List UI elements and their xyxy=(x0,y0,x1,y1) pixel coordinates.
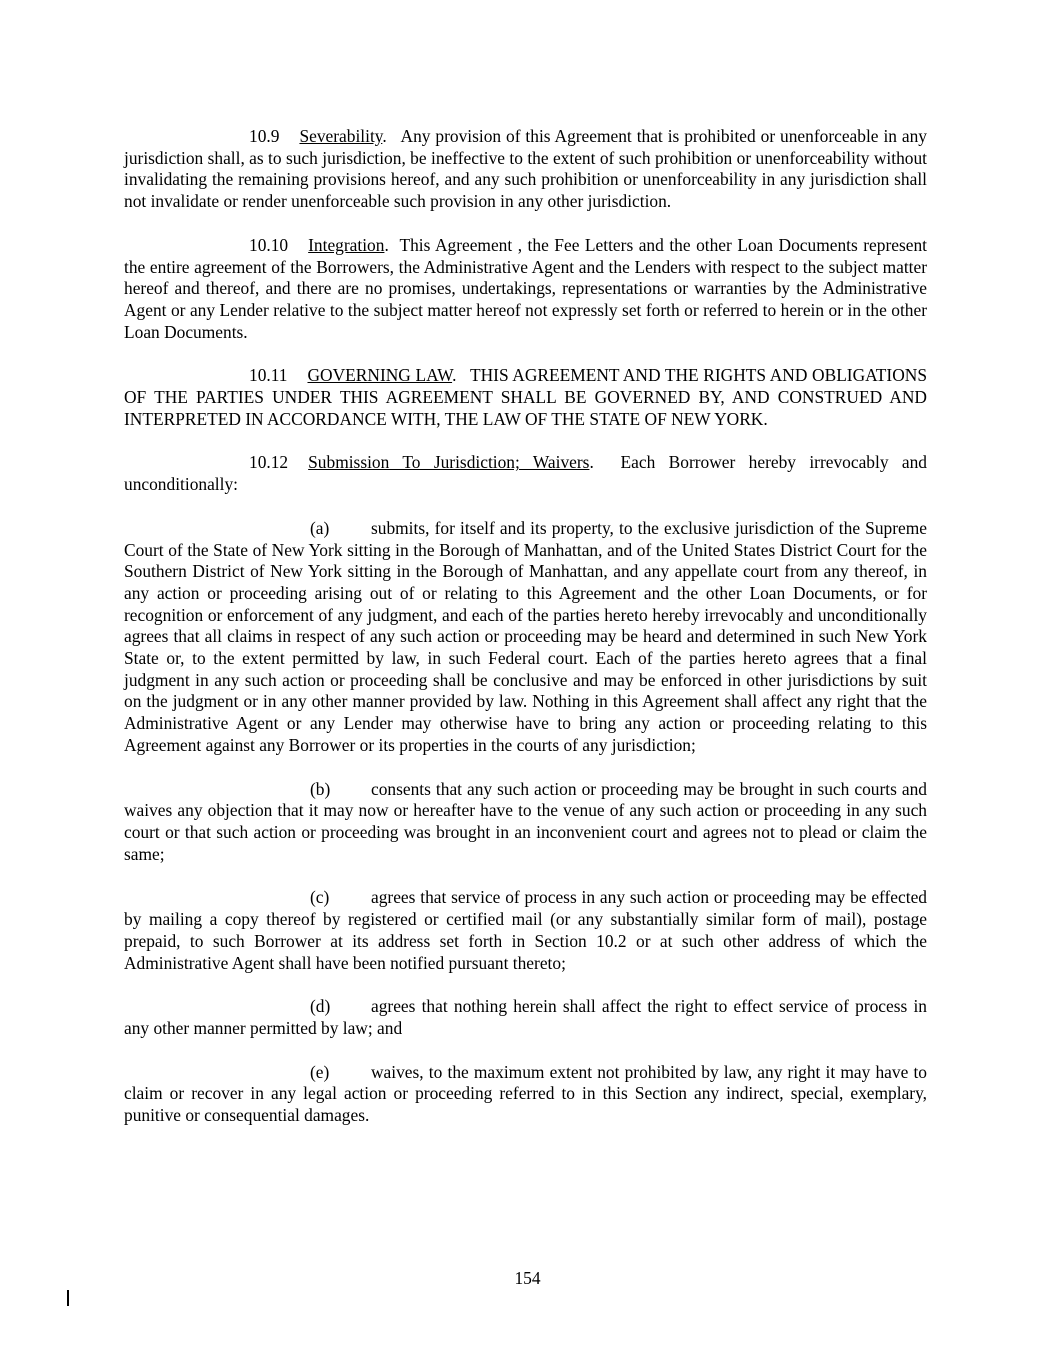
section-10-11: 10.11 GOVERNING LAW. THIS AGREEMENT AND THE RIGHTS AND OBLIGATIONS OF THE PARTIES UNDER THIS AGREEMENT SHALL BE GOVERNED BY, AND CONSTRUED AND INTERPRETED IN ACCORDANCE WITH, THE LAW OF THE STATE OF NEW YORK. xyxy=(124,365,927,429)
section-10-10: 10.10 Integration. This Agreement , the Fee Letters and the other Loan Documents represent the entire agreement of the Borrowers, the Administrative Agent and the Lenders with respect to the subject matter hereof and thereof, and there are no promises, undertakings, representations or warranties by the Administrative Agent or any Lender relative to the subject matter hereof not expressly set forth or referred to herein or in the other Loan Documents. xyxy=(124,234,927,342)
section-body: THIS AGREEMENT AND THE RIGHTS AND OBLIGATIONS OF THE PARTIES UNDER THIS AGREEMENT SHALL BE GOVERNED BY, AND CONSTRUED AND INTERPRETED IN ACCORDANCE WITH, THE LAW OF THE STATE OF NEW YORK. xyxy=(124,365,927,429)
section-body: Any provision of this Agreement that is prohibited or unenforceable in any jurisdiction shall, as to such jurisdiction, be ineffective to the extent of such prohibition or unenforceability without invalidating the remaining provisions hereof, and any such prohibition or unenforceability in any jurisdiction shall not invalidate or render unenforceable such provision in any other jurisdiction. xyxy=(124,126,927,212)
section-heading: Integration xyxy=(308,234,385,255)
clause-a xyxy=(124,518,927,757)
clause-text: agrees that nothing herein shall affect the right to effect service of process in any other manner permitted by law; and xyxy=(124,996,927,1038)
clause-label: (a) xyxy=(310,517,330,538)
section-body: This Agreement , the Fee Letters and the other Loan Documents represent the entire agreement of the Borrowers, the Administrative Agent and the Lenders with respect to the subject matter hereof and thereof, and there are no promises, undertakings, representations or warranties by the Administrative Agent or any Lender relative to the subject matter hereof not expressly set forth or referred to herein or in the other Loan Documents. xyxy=(124,234,927,342)
section-number: 10.12 xyxy=(249,452,289,473)
clause-d xyxy=(124,996,927,1039)
section-10-9: 10.9 Severability. Any provision of this Agreement that is prohibited or unenforceable in any jurisdiction shall, as to such jurisdiction, be ineffective to the extent of such prohibition or unenforceability without invalidating the remaining provisions hereof, and any such prohibition or unenforceability in any jurisdiction shall not invalidate or render unenforceable such provision in any other jurisdiction. xyxy=(124,126,927,212)
clause-b xyxy=(124,779,927,866)
clause-c xyxy=(124,887,927,974)
page-number: 154 xyxy=(514,1268,541,1288)
clause-text: consents that any such action or proceeding may be brought in such courts and waives any objection that it may now or hereafter have to the venue of any such action or proceeding in any such court or that such action or proceeding was brought in an inconvenient court and agrees not to plead or claim the same; xyxy=(124,778,927,864)
clause-label: (c) xyxy=(310,887,330,908)
clause-label: (d) xyxy=(310,996,331,1017)
clause-text: waives, to the maximum extent not prohibited by law, any right it may have to claim or recover in any legal action or proceeding referred to in this Section any indirect, special, exemplary, punitive or consequential damages. xyxy=(124,1061,927,1126)
section-number: 10.9 xyxy=(249,126,280,146)
clause-label: (b) xyxy=(310,778,331,799)
section-number: 10.11 xyxy=(249,365,288,386)
clause-text: submits, for itself and its property, to the exclusive jurisdiction of the Supreme Court of the State of New York sitting in the Borough of Manhattan, and of the United States District Court for the Southern District of New York sitting in the Borough of Manhattan, and any appellate court from any thereof, in any action or proceeding arising out of or relating to this Agreement and the other Loan Documents, or for recognition or enforcement of any judgment, and each of the parties hereto hereby irrevocably and unconditionally agrees that all claims in respect of any such action or proceeding may be heard and determined in such New York State or, to the extent permitted by law, in such Federal court. Each of the parties hereto agrees that a final judgment in any such action or proceeding shall be conclusive and may be enforced in other jurisdictions by suit on the judgment or in any other manner provided by law. Nothing in this Agreement shall affect any right that the Administrative Agent or any Lender may otherwise have to bring any action or proceeding relating to this Agreement against any Borrower or its properties in the courts of any jurisdiction; xyxy=(124,517,927,755)
section-10-12: 10.12 Submission To Jurisdiction; Waivers. Each Borrower hereby irrevocably and unconditionally: xyxy=(124,452,928,495)
section-heading: GOVERNING LAW xyxy=(307,365,453,386)
section-heading: Severability xyxy=(299,126,383,146)
revision-bar xyxy=(67,1290,69,1306)
document-page xyxy=(124,126,927,1149)
section-body: Each Borrower hereby irrevocably and unconditionally: xyxy=(124,452,928,495)
clause-text: agrees that service of process in any such action or proceeding may be effected by mailing a copy thereof by registered or certified mail (or any substantially similar form of mail), postage prepaid, to such Borrower at its address set forth in Section 10.2 or at such other address of which the Administrative Agent shall have been notified pursuant thereto; xyxy=(124,887,927,973)
clause-e xyxy=(124,1062,927,1127)
section-heading: Submission To Jurisdiction; Waivers xyxy=(308,452,590,473)
section-number: 10.10 xyxy=(249,234,289,255)
clause-label: (e) xyxy=(310,1061,330,1082)
